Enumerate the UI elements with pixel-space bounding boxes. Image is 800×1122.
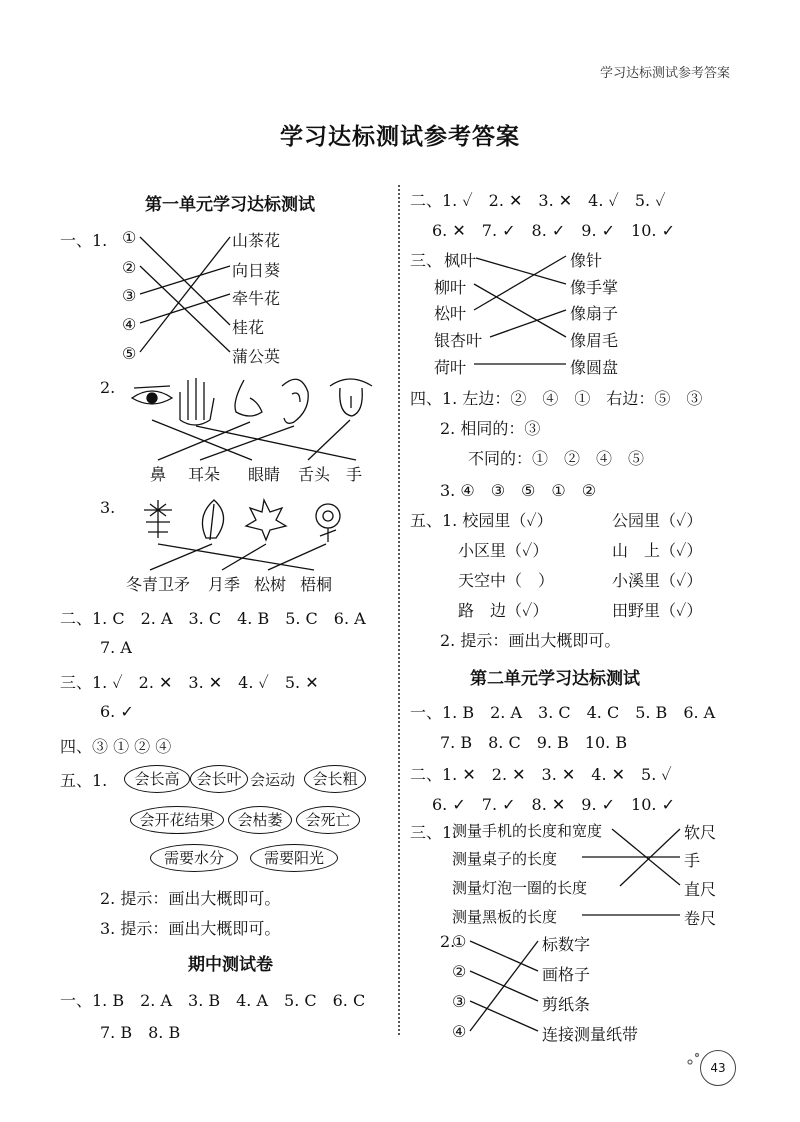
match-line <box>470 1001 538 1031</box>
part3-left-item: 松叶 <box>434 304 467 323</box>
unit2-line2: 7. B 8. C 9. B 10. B <box>440 733 628 752</box>
unit2-line3: 二、1. ✕ 2. ✕ 3. ✕ 4. ✕ 5. ✓ <box>410 765 672 784</box>
q3-word: 松树 <box>254 575 287 594</box>
unit1-part5-2: 2. 提示：画出大概即可。 <box>100 889 281 908</box>
pill-answer: 会长粗 <box>304 765 366 793</box>
running-header: 学习达标测试参考答案 <box>599 66 730 81</box>
unit1-heading: 第一单元学习达标测试 <box>145 195 315 215</box>
q3-2-right-item: 画格子 <box>542 965 591 984</box>
right-part3-label: 三、 <box>410 251 443 270</box>
match-line <box>200 426 294 460</box>
match-line <box>140 294 230 323</box>
right-part4-2b: 不同的：① ② ④ ⑤ <box>468 449 645 468</box>
match-line <box>196 426 356 460</box>
match-line <box>140 266 230 294</box>
maple-leaf-icon <box>246 500 286 540</box>
q2-word: 舌头 <box>298 465 331 484</box>
q1-left-item: ② <box>122 258 137 277</box>
hand-icon <box>180 378 214 425</box>
part5-row1-right: 公园里（✓） <box>612 511 703 530</box>
q1-right-item: 桂花 <box>232 318 265 337</box>
part5-row4-left: 路 边（✓） <box>458 601 549 620</box>
q1-left-item: ① <box>122 228 137 247</box>
part5-row1-left: 五、1. 校园里（✓） <box>410 511 553 530</box>
q3-2-left-item: ④ <box>452 1022 467 1041</box>
midterm-heading: 期中测试卷 <box>188 955 273 975</box>
part3-left-item: 枫叶 <box>444 251 477 270</box>
q2-word: 鼻 <box>150 465 167 484</box>
right-part4-1: 四、1. 左边：② ④ ① 右边：⑤ ③ <box>410 389 703 408</box>
q3-word: 月季 <box>208 575 241 594</box>
q1-right-item: 山茶花 <box>232 231 281 250</box>
q3-2-left-item: ② <box>452 962 467 981</box>
q2-word: 耳朵 <box>188 465 221 484</box>
unit1-part4: 四、③ ① ② ④ <box>60 737 172 756</box>
page-title: 学习达标测试参考答案 <box>280 123 520 150</box>
q2-word: 眼睛 <box>248 465 281 484</box>
pill-answer: 需要水分 <box>150 844 238 872</box>
unselected-answer: 会运动 <box>250 771 296 789</box>
part3-left-item: 银杏叶 <box>434 331 483 350</box>
q1-left-item: ④ <box>122 315 137 334</box>
unit2-line1: 一、1. B 2. A 3. C 4. C 5. B 6. A <box>410 703 716 722</box>
part3-left-item: 柳叶 <box>434 278 467 297</box>
q3-word: 梧桐 <box>300 575 333 594</box>
right-part2-line2: 6. ✕ 7. ✓ 8. ✓ 9. ✓ 10. ✓ <box>432 221 675 240</box>
pill-answer: 会开花结果 <box>130 806 224 834</box>
part3-right-item: 像圆盘 <box>570 358 619 377</box>
unit2-q3-2-label: 2. <box>440 932 456 951</box>
match-line <box>152 420 252 460</box>
q3-tool-item: 软尺 <box>684 823 717 842</box>
eye-icon <box>132 386 172 404</box>
flower-icon <box>316 504 340 542</box>
part5-row3-right: 小溪里（✓） <box>612 571 703 590</box>
q3-2-left-item: ① <box>452 932 467 951</box>
q1-left-item: ⑤ <box>122 344 137 363</box>
unit2-q3-label: 三、1. <box>410 823 458 842</box>
unit1-q3-label: 3. <box>100 498 116 517</box>
unit1-part2-line1: 二、1. C 2. A 3. C 4. B 5. C 6. A <box>60 609 366 628</box>
unit1-part5-3: 3. 提示：画出大概即可。 <box>100 919 281 938</box>
pill-answer: 会枯萎 <box>228 806 292 834</box>
q1-right-item: 牵牛花 <box>232 289 281 308</box>
pill-answer: 会长高 <box>124 765 190 793</box>
part3-right-item: 像眉毛 <box>570 331 619 350</box>
part5-row2-right: 山 上（✓） <box>612 541 703 560</box>
midterm-line1: 一、1. B 2. A 3. B 4. A 5. C 6. C <box>60 991 366 1010</box>
part5-row4-right: 田野里（✓） <box>612 601 703 620</box>
right-part4-3: 3. ④ ③ ⑤ ① ② <box>440 481 597 500</box>
q3-2-right-item: 连接测量纸带 <box>542 1025 639 1044</box>
q3-measure-item: 测量手机的长度和宽度 <box>452 822 603 840</box>
match-line <box>140 237 230 352</box>
part5-row3-left: 天空中（ ） <box>458 571 555 590</box>
unit2-heading: 第二单元学习达标测试 <box>470 669 640 689</box>
unit1-q2-label: 2. <box>100 378 116 397</box>
unit1-part3-line1: 三、1. ✓ 2. ✕ 3. ✕ 4. ✓ 5. ✕ <box>60 673 319 692</box>
match-line <box>470 941 538 1031</box>
unit1-part3-line2: 6. ✓ <box>100 702 134 721</box>
q3-2-right-item: 剪纸条 <box>542 995 591 1014</box>
q3-measure-item: 测量黑板的长度 <box>452 908 558 926</box>
pill-answer: 会长叶 <box>190 765 248 793</box>
q3-2-right-item: 标数字 <box>542 935 591 954</box>
q3-measure-item: 测量桌子的长度 <box>452 850 558 868</box>
tongue-icon <box>330 379 372 416</box>
unit1-q1-label: 一、1. <box>60 231 108 250</box>
right-part4-2a: 2. 相同的：③ <box>440 419 541 438</box>
right-part5-2: 2. 提示：画出大概即可。 <box>440 631 621 650</box>
match-line <box>222 544 266 570</box>
midterm-line2: 7. B 8. B <box>100 1023 181 1042</box>
q1-left-item: ③ <box>122 286 137 305</box>
unit2-line4: 6. ✓ 7. ✓ 8. ✕ 9. ✓ 10. ✓ <box>432 795 675 814</box>
unit1-part2-line2: 7. A <box>100 638 132 657</box>
page-number: 43 <box>700 1050 736 1086</box>
match-line <box>490 310 566 337</box>
part5-row2-left: 小区里（✓） <box>458 541 549 560</box>
match-line <box>140 237 230 325</box>
q1-right-item: 向日葵 <box>232 261 281 280</box>
q3-measure-item: 测量灯泡一圈的长度 <box>452 879 588 897</box>
holly-icon <box>144 500 172 538</box>
page-number-ornament <box>688 1054 699 1065</box>
q2-word: 手 <box>346 465 363 484</box>
q3-tool-item: 直尺 <box>684 880 717 899</box>
pill-answer: 会死亡 <box>296 806 360 834</box>
match-line <box>474 256 566 310</box>
nose-icon <box>235 380 262 416</box>
match-line <box>476 258 566 284</box>
part3-left-item: 荷叶 <box>434 358 467 377</box>
q1-right-item: 蒲公英 <box>232 347 281 366</box>
part3-right-item: 像针 <box>570 251 603 270</box>
q3-2-left-item: ③ <box>452 992 467 1011</box>
ear-icon <box>282 379 308 423</box>
match-line <box>470 941 538 971</box>
match-line <box>474 284 566 337</box>
unit1-part5-label: 五、1. <box>60 771 108 790</box>
q3-tool-item: 手 <box>684 851 701 870</box>
part3-right-item: 像手掌 <box>570 278 619 297</box>
part3-right-item: 像扇子 <box>570 304 619 323</box>
rose-leaf-icon <box>202 500 223 540</box>
pill-answer: 需要阳光 <box>250 844 338 872</box>
match-line <box>268 544 326 570</box>
q3-word: 冬青卫矛 <box>126 575 191 594</box>
right-part2-line1: 二、1. ✓ 2. ✕ 3. ✕ 4. ✓ 5. ✓ <box>410 191 666 210</box>
q3-tool-item: 卷尺 <box>684 909 717 928</box>
